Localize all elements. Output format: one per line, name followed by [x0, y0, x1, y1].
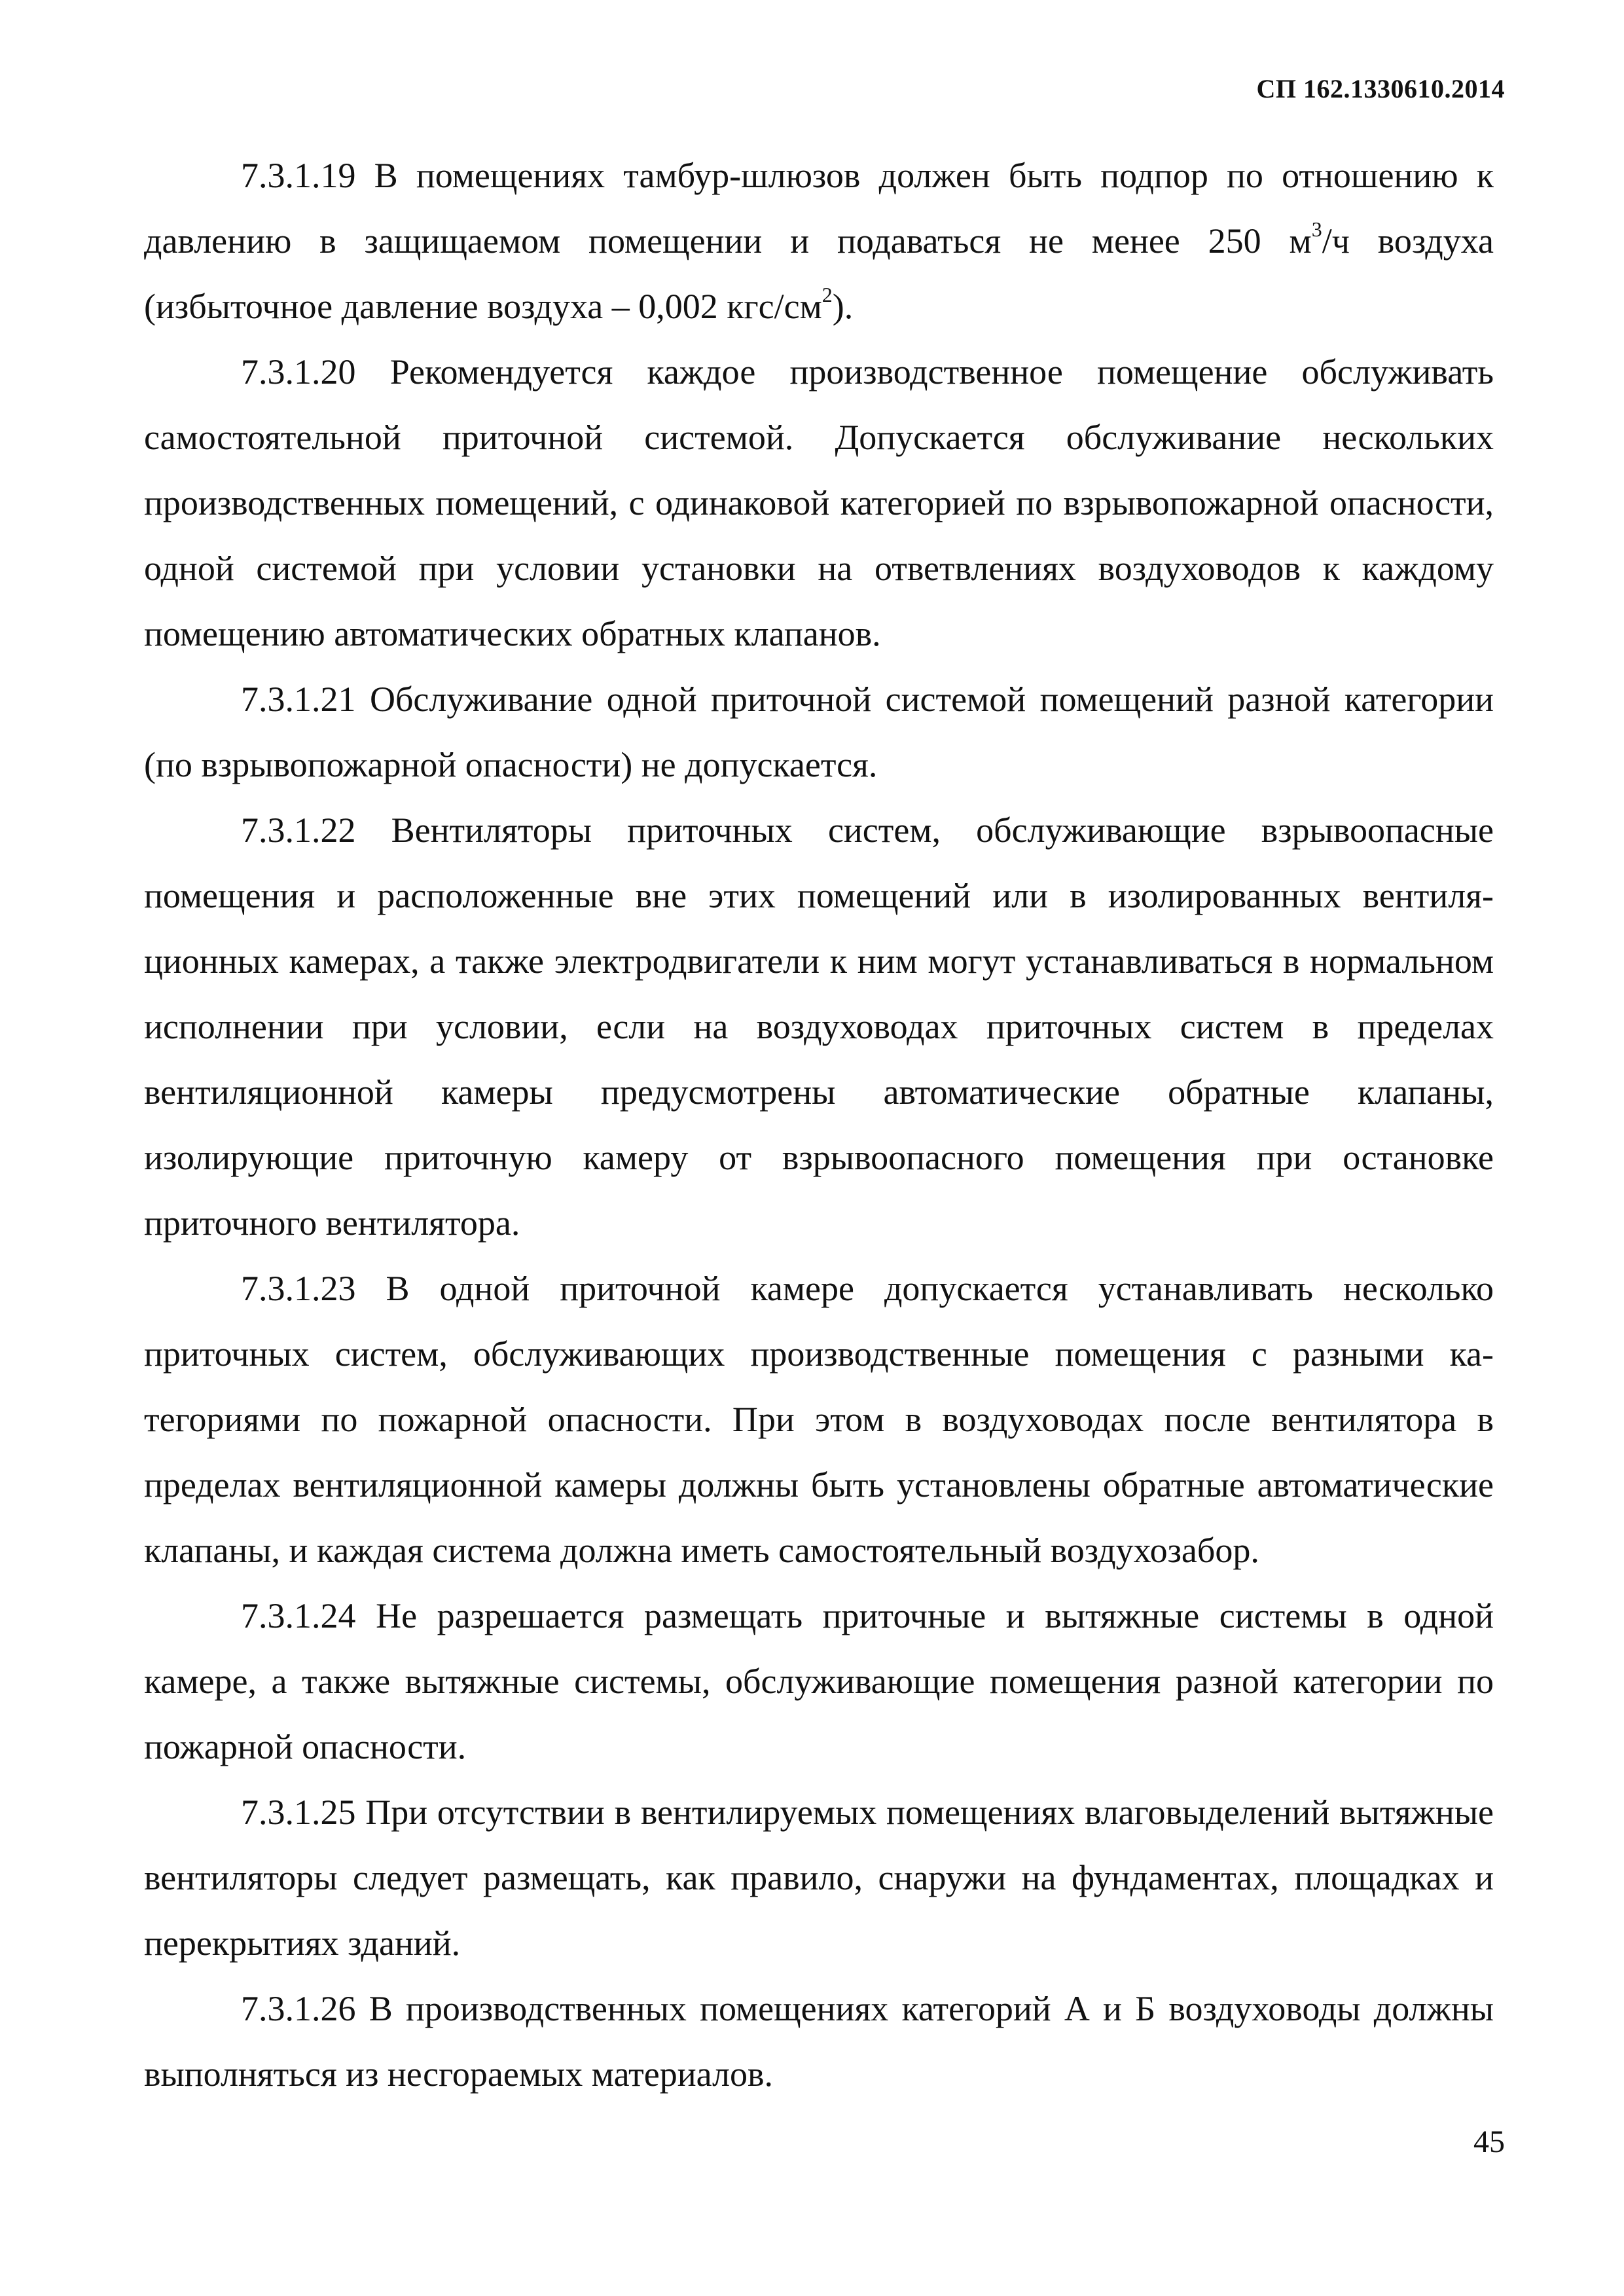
paragraph-7-3-1-25: 7.3.1.25 При отсутствии в вентилируемых помещениях влаговыделений вытяжные вентиляторы следует размещать, как правило, снаружи на фундаментах, площадках и перекрытиях зданий. — [144, 1793, 1494, 1963]
paragraph-text: ). — [832, 287, 854, 326]
paragraph-7-3-1-19 — [144, 143, 1494, 339]
superscript: 2 — [821, 283, 833, 306]
paragraph-7-3-1-26: 7.3.1.26 В производственных помещениях категорий А и Б воздуховоды должны выполняться из несгораемых материалов. — [144, 1989, 1494, 2094]
paragraph-7-3-1-24: 7.3.1.24 Не разрешается размещать приточные и вытяжные системы в одной камере, а также вытяжные системы, обслуживающие помещения разной категории по пожарной опасности. — [144, 1596, 1494, 1766]
paragraph-text: /ч воздуха (избыточное давление воздуха – 0,002 кгс/см — [144, 221, 1494, 326]
paragraph-text: 7.3.1.19 В помещениях тамбур-шлюзов должен быть подпор по отношению к давлению в защищаемом помещении и подаваться не менее 250 м — [144, 156, 1494, 261]
body-text — [144, 143, 1494, 2107]
paragraph-7-3-1-20: 7.3.1.20 Рекомендуется каждое производственное помещение обслуживать самостоятельной приточной системой. Допускается обслуживание нескольких производственных помещений, с одинаковой категорией по взрывопожарной опасности, одной системой при условии установки на ответвлениях воздуховодов к каждому помещению автоматических обратных клапанов. — [144, 352, 1494, 653]
superscript: 3 — [1311, 217, 1322, 241]
paragraph-7-3-1-23: 7.3.1.23 В одной приточной камере допускается устанавливать несколько приточных систем, обслуживающих производственные помещения с разными категориями по пожарной опасности. При этом в воздуховодах после вентилятора в пределах вентиляционной камеры должны быть установлены обратные автоматические клапаны, и каждая система должна иметь самостоятельный воздухозабор. — [144, 1269, 1494, 1570]
document-code-header: СП 162.1330610.2014 — [1256, 74, 1505, 103]
paragraph-7-3-1-22: 7.3.1.22 Вентиляторы приточных систем, обслуживающие взрывоопасные помещения и расположенные вне этих помещений или в изолированных вентиляционных камерах, а также электродвигатели к ним могут устанавливаться в нормальном исполнении при условии, если на воздуховодах приточных систем в пределах вентиляционной камеры предусмотрены автоматические обратные клапаны, изолирующие приточную камеру от взрывоопасного помещения при остановке приточного вентилятора. — [144, 811, 1494, 1243]
page-number: 45 — [1473, 2124, 1505, 2159]
paragraph-7-3-1-21: 7.3.1.21 Обслуживание одной приточной системой помещений разной категории (по взрывопожарной опасности) не допускается. — [144, 680, 1494, 784]
